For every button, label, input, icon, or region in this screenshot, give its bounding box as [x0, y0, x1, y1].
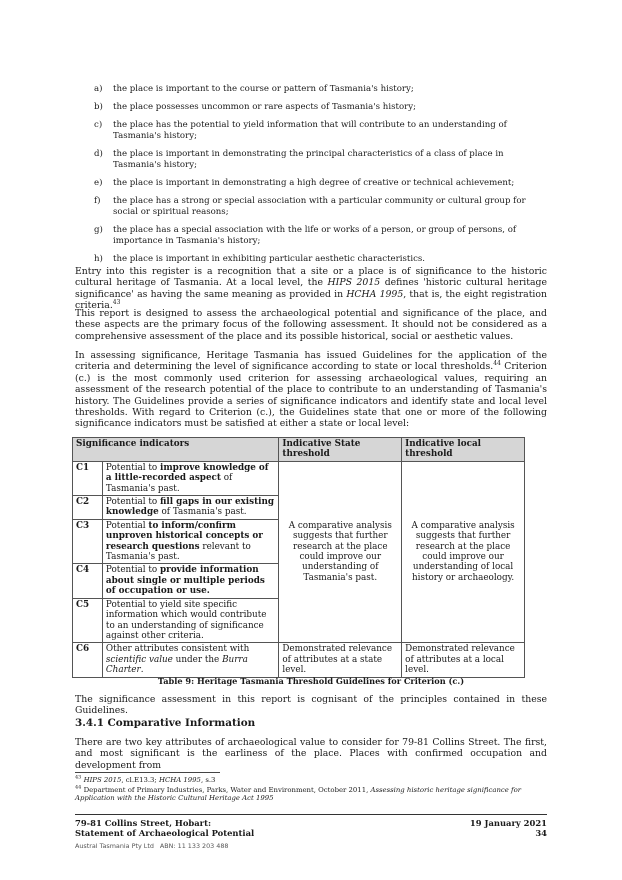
criteria-letter: d)	[94, 149, 103, 160]
local-threshold-text: A comparative analysis suggests that further research at the place could improve our understanding of local history or archaeology.	[402, 461, 525, 643]
indicator-description: Potential to provide information about single or multiple periods of occupation or use.	[102, 564, 278, 598]
criteria-letter: a)	[94, 84, 103, 94]
paragraph-assessing: In assessing significance, Heritage Tasmania has issued Guidelines for the application of the criteria and determining the level of significance according to state or local thresholds.$^{44}$ Criterion (c.) is the most commonly used criterion for assessing archaeological values, requiring an assessment of the research potential of the place to contribute to an understanding of Tasmania's history. The Guidelines provide a series of significance indicators and identify state and local level thresholds. With regard to Criterion (c.), the Guidelines state that one or more of the following significance indicators must be satisfied at either a state or local level:	[75, 350, 547, 430]
company-name: Austral Tasmania Pty Ltd	[75, 842, 154, 850]
indicator-description: Other attributes consistent with scientific value under the Burra Charter.	[102, 643, 278, 677]
indicator-description: Potential to yield site specific information which would contribute to an understanding of significance against other criteria.	[102, 598, 278, 643]
footer-meta	[470, 818, 547, 838]
indicator-code: C1	[73, 461, 103, 495]
footnote-ref[interactable]: 44	[493, 360, 501, 368]
state-relevance-text: Demonstrated relevance of attributes at a state level.	[279, 643, 402, 677]
indicator-code: C5	[73, 598, 103, 643]
paragraph-register: Entry into this register is a recognition that a site or a place is of significance to the historic cultural heritage of Tasmania. At a local level, the HIPS 2015 defines 'historic cultural heritage significance' as having the same meaning as provided in HCHA 1995, that is, the eight registration criteria.$^{43}$	[75, 266, 547, 312]
criteria-item	[94, 254, 546, 265]
header-indicators: Significance indicators	[73, 438, 279, 462]
significance-table	[72, 437, 525, 678]
table-caption: Table 9: Heritage Tasmania Threshold Guidelines for Criterion (c.)	[157, 676, 465, 686]
criteria-text: the place has a special association with the life or works of a person, or group of persons, of importance in Tasmania's history;	[113, 224, 517, 246]
criteria-item	[94, 196, 546, 217]
indicator-description: Potential to inform/confirm unproven historical concepts or research questions relevant to Tasmania's past.	[102, 519, 278, 564]
criteria-text: the place is important in demonstrating a high degree of creative or technical achievement;	[113, 177, 515, 188]
company-abn: ABN: 11 133 203 488	[159, 842, 229, 850]
criteria-text: the place is important in exhibiting particular aesthetic characteristics.	[113, 253, 426, 264]
indicator-description: Potential to improve knowledge of a little-recorded aspect of Tasmania's past.	[102, 461, 278, 495]
criteria-item	[94, 178, 546, 189]
hips-ref: HIPS 2015	[327, 277, 381, 289]
indicator-code: C3	[73, 519, 103, 564]
criteria-item	[94, 84, 546, 95]
footer-title-line1: 79-81 Collins Street, Hobart:	[75, 818, 212, 828]
criteria-letter: c)	[94, 120, 103, 131]
indicator-code: C4	[73, 564, 103, 598]
indicator-code: C2	[73, 496, 103, 520]
header-local-threshold: Indicative local threshold	[402, 438, 525, 462]
local-relevance-text: Demonstrated relevance of attributes at a local level.	[402, 643, 525, 677]
footer-date: 19 January 2021	[469, 818, 547, 828]
indicator-description: Potential to fill gaps in our existing knowledge of Tasmania's past.	[102, 496, 278, 520]
criteria-item	[94, 149, 546, 170]
footer-title-line2: Statement of Archaeological Potential	[75, 828, 255, 838]
paragraph-comparative: There are two key attributes of archaeological value to consider for 79-81 Collins Street. The first, and most significant is the earliness of the place. Places with confirmed occupation and development from	[75, 737, 547, 771]
table-header-row	[73, 438, 525, 462]
footer-company	[75, 842, 228, 850]
page-number: 34	[535, 828, 547, 838]
criteria-text: the place has the potential to yield information that will contribute to an understanding of Tasmania's history;	[113, 120, 507, 141]
header-state-threshold: Indicative State threshold	[279, 438, 402, 462]
footnote-44: $^{44}$ Department of Primary Industries, Parks, Water and Environment, October 2011, Assessing historic heritage significance for Application with the Historic Cultural Heritage Act 1995	[75, 784, 522, 803]
footer-title	[75, 818, 254, 838]
table-row	[73, 461, 525, 495]
criteria-list	[94, 84, 546, 272]
paragraph-cognisant: The significance assessment in this report is cognisant of the principles contained in these Guidelines.	[75, 694, 547, 717]
criteria-letter: g)	[94, 224, 103, 235]
state-threshold-text: A comparative analysis suggests that further research at the place could improve our understanding of Tasmania's past.	[279, 461, 402, 643]
hcha-ref: HCHA 1995	[346, 288, 404, 300]
criteria-text: the place possesses uncommon or rare aspects of Tasmania's history;	[113, 102, 416, 113]
footnote-43: $^{43}$ HIPS 2015, cl.E13.3; HCHA 1995, s.3	[75, 774, 216, 784]
paragraph-report-scope: This report is designed to assess the archaeological potential and significance of the place, and these aspects are the primary focus of the following assessment. It should not be considered as a comprehensive assessment of the place and its possible historical, social or aesthetic values.	[75, 308, 547, 342]
table-row	[73, 643, 525, 677]
criteria-letter: f)	[94, 196, 101, 207]
indicator-code: C6	[73, 643, 103, 677]
criteria-item	[94, 102, 546, 113]
criteria-text: the place is important to the course or pattern of Tasmania's history;	[113, 84, 414, 94]
footer-divider	[75, 814, 547, 815]
section-heading: 3.4.1 Comparative Information	[75, 717, 256, 729]
criteria-text: the place is important in demonstrating the principal characteristics of a class of place in Tasmania's history;	[113, 149, 504, 170]
criteria-letter: b)	[94, 102, 103, 113]
criteria-letter: e)	[94, 177, 103, 188]
footnote-ref[interactable]: 43	[112, 299, 121, 307]
criteria-item	[94, 225, 546, 246]
criteria-letter: h)	[94, 253, 103, 264]
criteria-item	[94, 120, 546, 141]
footnote-divider	[75, 772, 220, 773]
criteria-text: the place has a strong or special association with a particular community or cultural group for social or spiritual reasons;	[113, 196, 526, 217]
